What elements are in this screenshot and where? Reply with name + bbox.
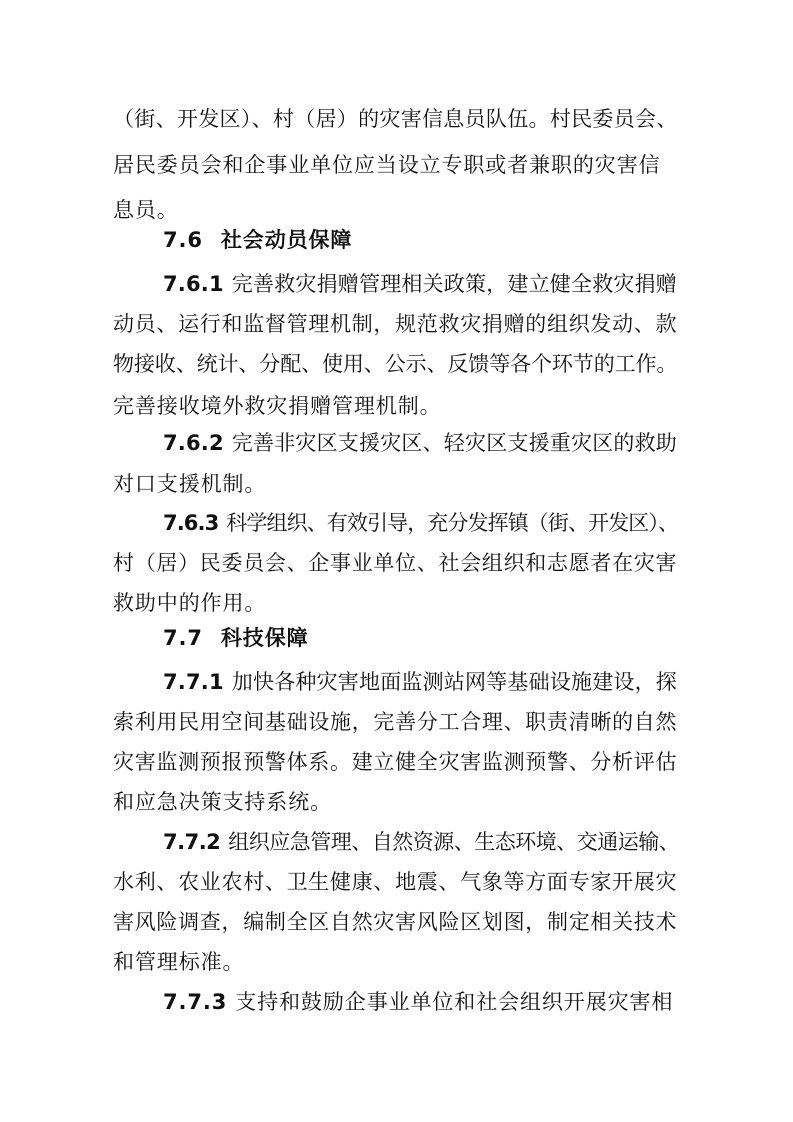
text-line: 物接收、统计、分配、使用、公示、反馈等各个环节的工作。 (113, 352, 678, 376)
clause-text: 完善非灾区支援灾区、轻灾区支援重灾区的救助 (231, 431, 677, 455)
text-line: 灾害监测预报预警体系。建立健全灾害监测预警、分析评估 (113, 750, 678, 774)
text-line: 害风险调查，编制全区自然灾害风险区划图，制定相关技术 (113, 910, 678, 934)
clause-text: 完善救灾捐赠管理相关政策，建立健全救灾捐赠 (231, 272, 677, 296)
section-number: 7.7 (163, 626, 203, 650)
text-line: 村（居）民委员会、企事业单位、社会组织和志愿者在灾害 (113, 551, 678, 575)
clause-first-line (163, 662, 677, 702)
text-line: 完善接收境外救灾捐赠管理机制。 (113, 394, 442, 418)
section-number: 7.6 (163, 228, 203, 252)
section-heading-7-6 (163, 220, 352, 260)
text-line: 动员、运行和监督管理机制，规范救灾捐赠的组织发动、款 (113, 312, 678, 336)
text-line: 和应急决策支持系统。 (113, 790, 332, 814)
clause-text: 加快各种灾害地面监测站网等基础设施建设，探 (231, 670, 677, 694)
section-title: 科技保障 (220, 626, 309, 650)
clause-number: 7.6.3 (163, 511, 219, 535)
text-line: 索利用民用空间基础设施，完善分工合理、职责清晰的自然 (113, 710, 678, 734)
clause-first-line (163, 822, 679, 862)
clause-first-line (163, 503, 678, 543)
clause-number: 7.6.2 (163, 431, 224, 455)
text-line: 居民委员会和企事业单位应当设立专职或者兼职的灾害信 (113, 153, 661, 177)
clause-number: 7.7.1 (163, 670, 224, 694)
section-heading-7-7 (163, 618, 309, 658)
clause-number: 7.7.2 (163, 830, 221, 854)
clause-first-line (163, 423, 677, 463)
text-line: （街、开发区）、村（居）的灾害信息员队伍。村民委员会、 (113, 107, 678, 131)
clause-first-line (163, 982, 673, 1022)
text-line: 对口支援机制。 (113, 472, 267, 496)
clause-first-line (163, 264, 677, 304)
clause-text: 组织应急管理、自然资源、生态环境、交通运输、 (228, 830, 680, 854)
clause-number: 7.6.1 (163, 272, 224, 296)
clause-number: 7.7.3 (163, 990, 228, 1014)
clause-text: 科学组织、有效引导，充分发挥镇（街、开发区）、 (226, 511, 679, 535)
section-title: 社会动员保障 (220, 228, 353, 252)
text-line: 和管理标准。 (113, 950, 245, 974)
text-line: 救助中的作用。 (113, 591, 267, 615)
text-line: 息员。 (113, 198, 179, 222)
text-line: 水利、农业农村、卫生健康、地震、气象等方面专家开展灾 (113, 870, 678, 894)
clause-text: 支持和鼓励企事业单位和社会组织开展灾害相 (235, 990, 674, 1014)
